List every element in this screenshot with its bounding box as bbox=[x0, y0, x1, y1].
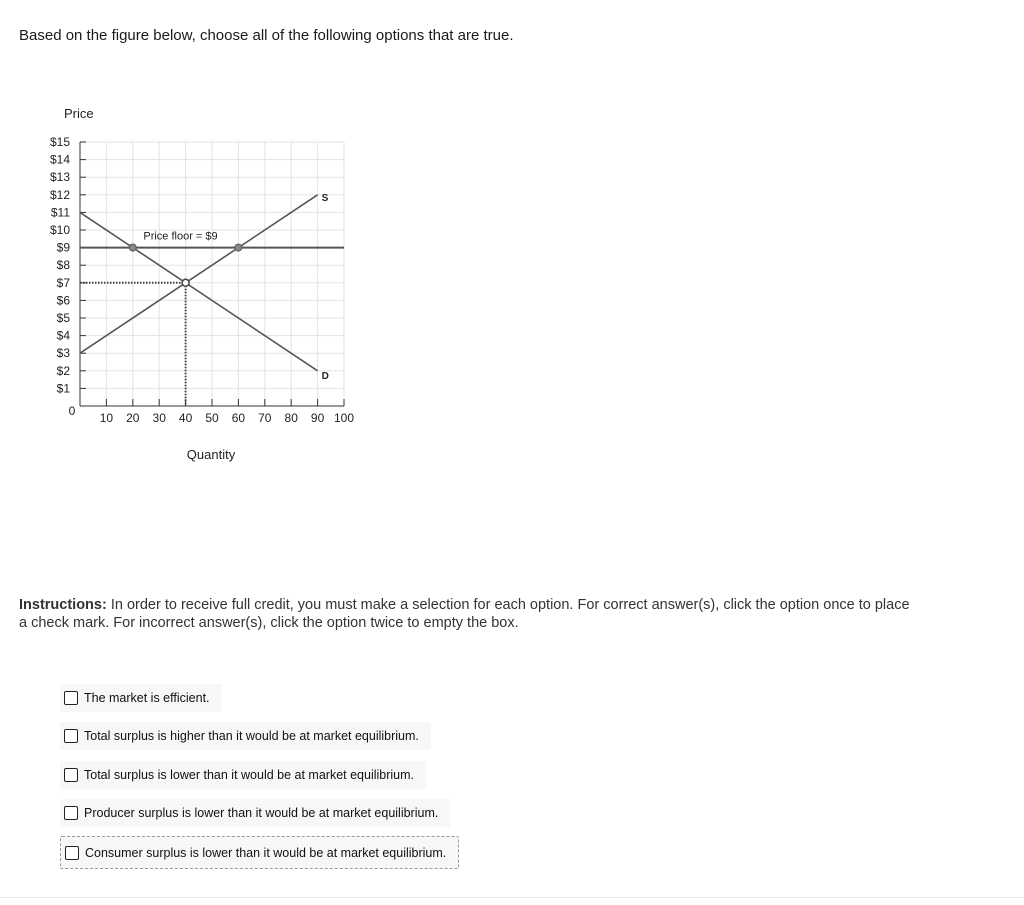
option-label: Total surplus is lower than it would be at market equilibrium. bbox=[84, 768, 415, 782]
y-tick-label: $15 bbox=[49, 135, 70, 149]
checkbox-icon[interactable] bbox=[65, 846, 79, 860]
bottom-divider bbox=[0, 897, 1024, 898]
x-tick-label: 40 bbox=[178, 411, 193, 425]
y-tick-label: $10 bbox=[49, 223, 70, 237]
y-axis-label: Price bbox=[64, 106, 94, 121]
option-market-efficient[interactable] bbox=[60, 684, 222, 712]
checkbox-icon[interactable] bbox=[64, 691, 78, 705]
x-tick-label: 50 bbox=[205, 411, 219, 425]
x-axis-label: Quantity bbox=[186, 447, 236, 462]
y-tick-label: $7 bbox=[56, 275, 70, 290]
y-tick-label: $14 bbox=[49, 152, 70, 167]
chart-grid bbox=[80, 142, 344, 406]
series-line-s bbox=[80, 195, 318, 353]
y-tick-label: $2 bbox=[56, 363, 70, 378]
option-consumer-surplus-lower[interactable] bbox=[60, 836, 459, 869]
x-tick-label: 80 bbox=[284, 411, 298, 425]
instructions-text: In order to receive full credit, you must make a selection for each option. For correct answer(s), click the option once to place a check mark. For incorrect answer(s), click the option twice to empty the box. bbox=[19, 597, 910, 631]
series-label-s: S bbox=[321, 192, 329, 204]
option-label: Producer surplus is lower than it would be at market equilibrium. bbox=[84, 806, 439, 820]
origin-label: 0 bbox=[68, 404, 76, 418]
y-tick-label: $1 bbox=[56, 381, 70, 396]
checkbox-icon[interactable] bbox=[64, 768, 78, 782]
x-tick-label: 30 bbox=[152, 411, 166, 425]
option-label: Consumer surplus is lower than it would be at market equilibrium. bbox=[85, 845, 447, 860]
y-tick-label: $4 bbox=[56, 328, 70, 343]
y-tick-label: $8 bbox=[56, 258, 70, 273]
y-tick-label: $12 bbox=[49, 187, 70, 202]
question-prompt: Based on the figure below, choose all of the following options that are true. bbox=[19, 27, 514, 44]
option-producer-surplus-lower[interactable] bbox=[60, 799, 450, 827]
y-tick-label: $5 bbox=[56, 311, 70, 325]
instructions-label: Instructions: bbox=[19, 597, 107, 613]
option-total-surplus-lower[interactable] bbox=[60, 761, 426, 789]
x-tick-label: 100 bbox=[333, 411, 355, 425]
option-label: The market is efficient. bbox=[84, 691, 210, 705]
y-tick-label: $6 bbox=[56, 293, 70, 308]
checkbox-icon[interactable] bbox=[64, 806, 78, 820]
x-tick-label: 20 bbox=[126, 411, 140, 425]
y-tick-label: $3 bbox=[56, 346, 70, 361]
option-total-surplus-higher[interactable] bbox=[60, 722, 431, 750]
supply-demand-chart bbox=[0, 95, 400, 475]
option-label: Total surplus is higher than it would be at market equilibrium. bbox=[84, 729, 419, 743]
x-tick-label: 10 bbox=[99, 411, 114, 425]
x-tick-label: 70 bbox=[258, 411, 272, 425]
y-tick-label: $9 bbox=[56, 240, 70, 255]
price-floor-label: Price floor = $9 bbox=[143, 230, 218, 243]
floor-intersection-point bbox=[235, 244, 242, 251]
equilibrium-point bbox=[182, 279, 189, 286]
floor-intersection-point bbox=[129, 244, 136, 251]
x-tick-label: 60 bbox=[231, 411, 246, 425]
series-label-d: D bbox=[321, 370, 329, 382]
y-tick-label: $11 bbox=[50, 205, 70, 220]
x-tick-label: 90 bbox=[310, 411, 325, 425]
instructions bbox=[19, 596, 919, 632]
y-tick-label: $13 bbox=[49, 170, 70, 185]
checkbox-icon[interactable] bbox=[64, 729, 78, 743]
